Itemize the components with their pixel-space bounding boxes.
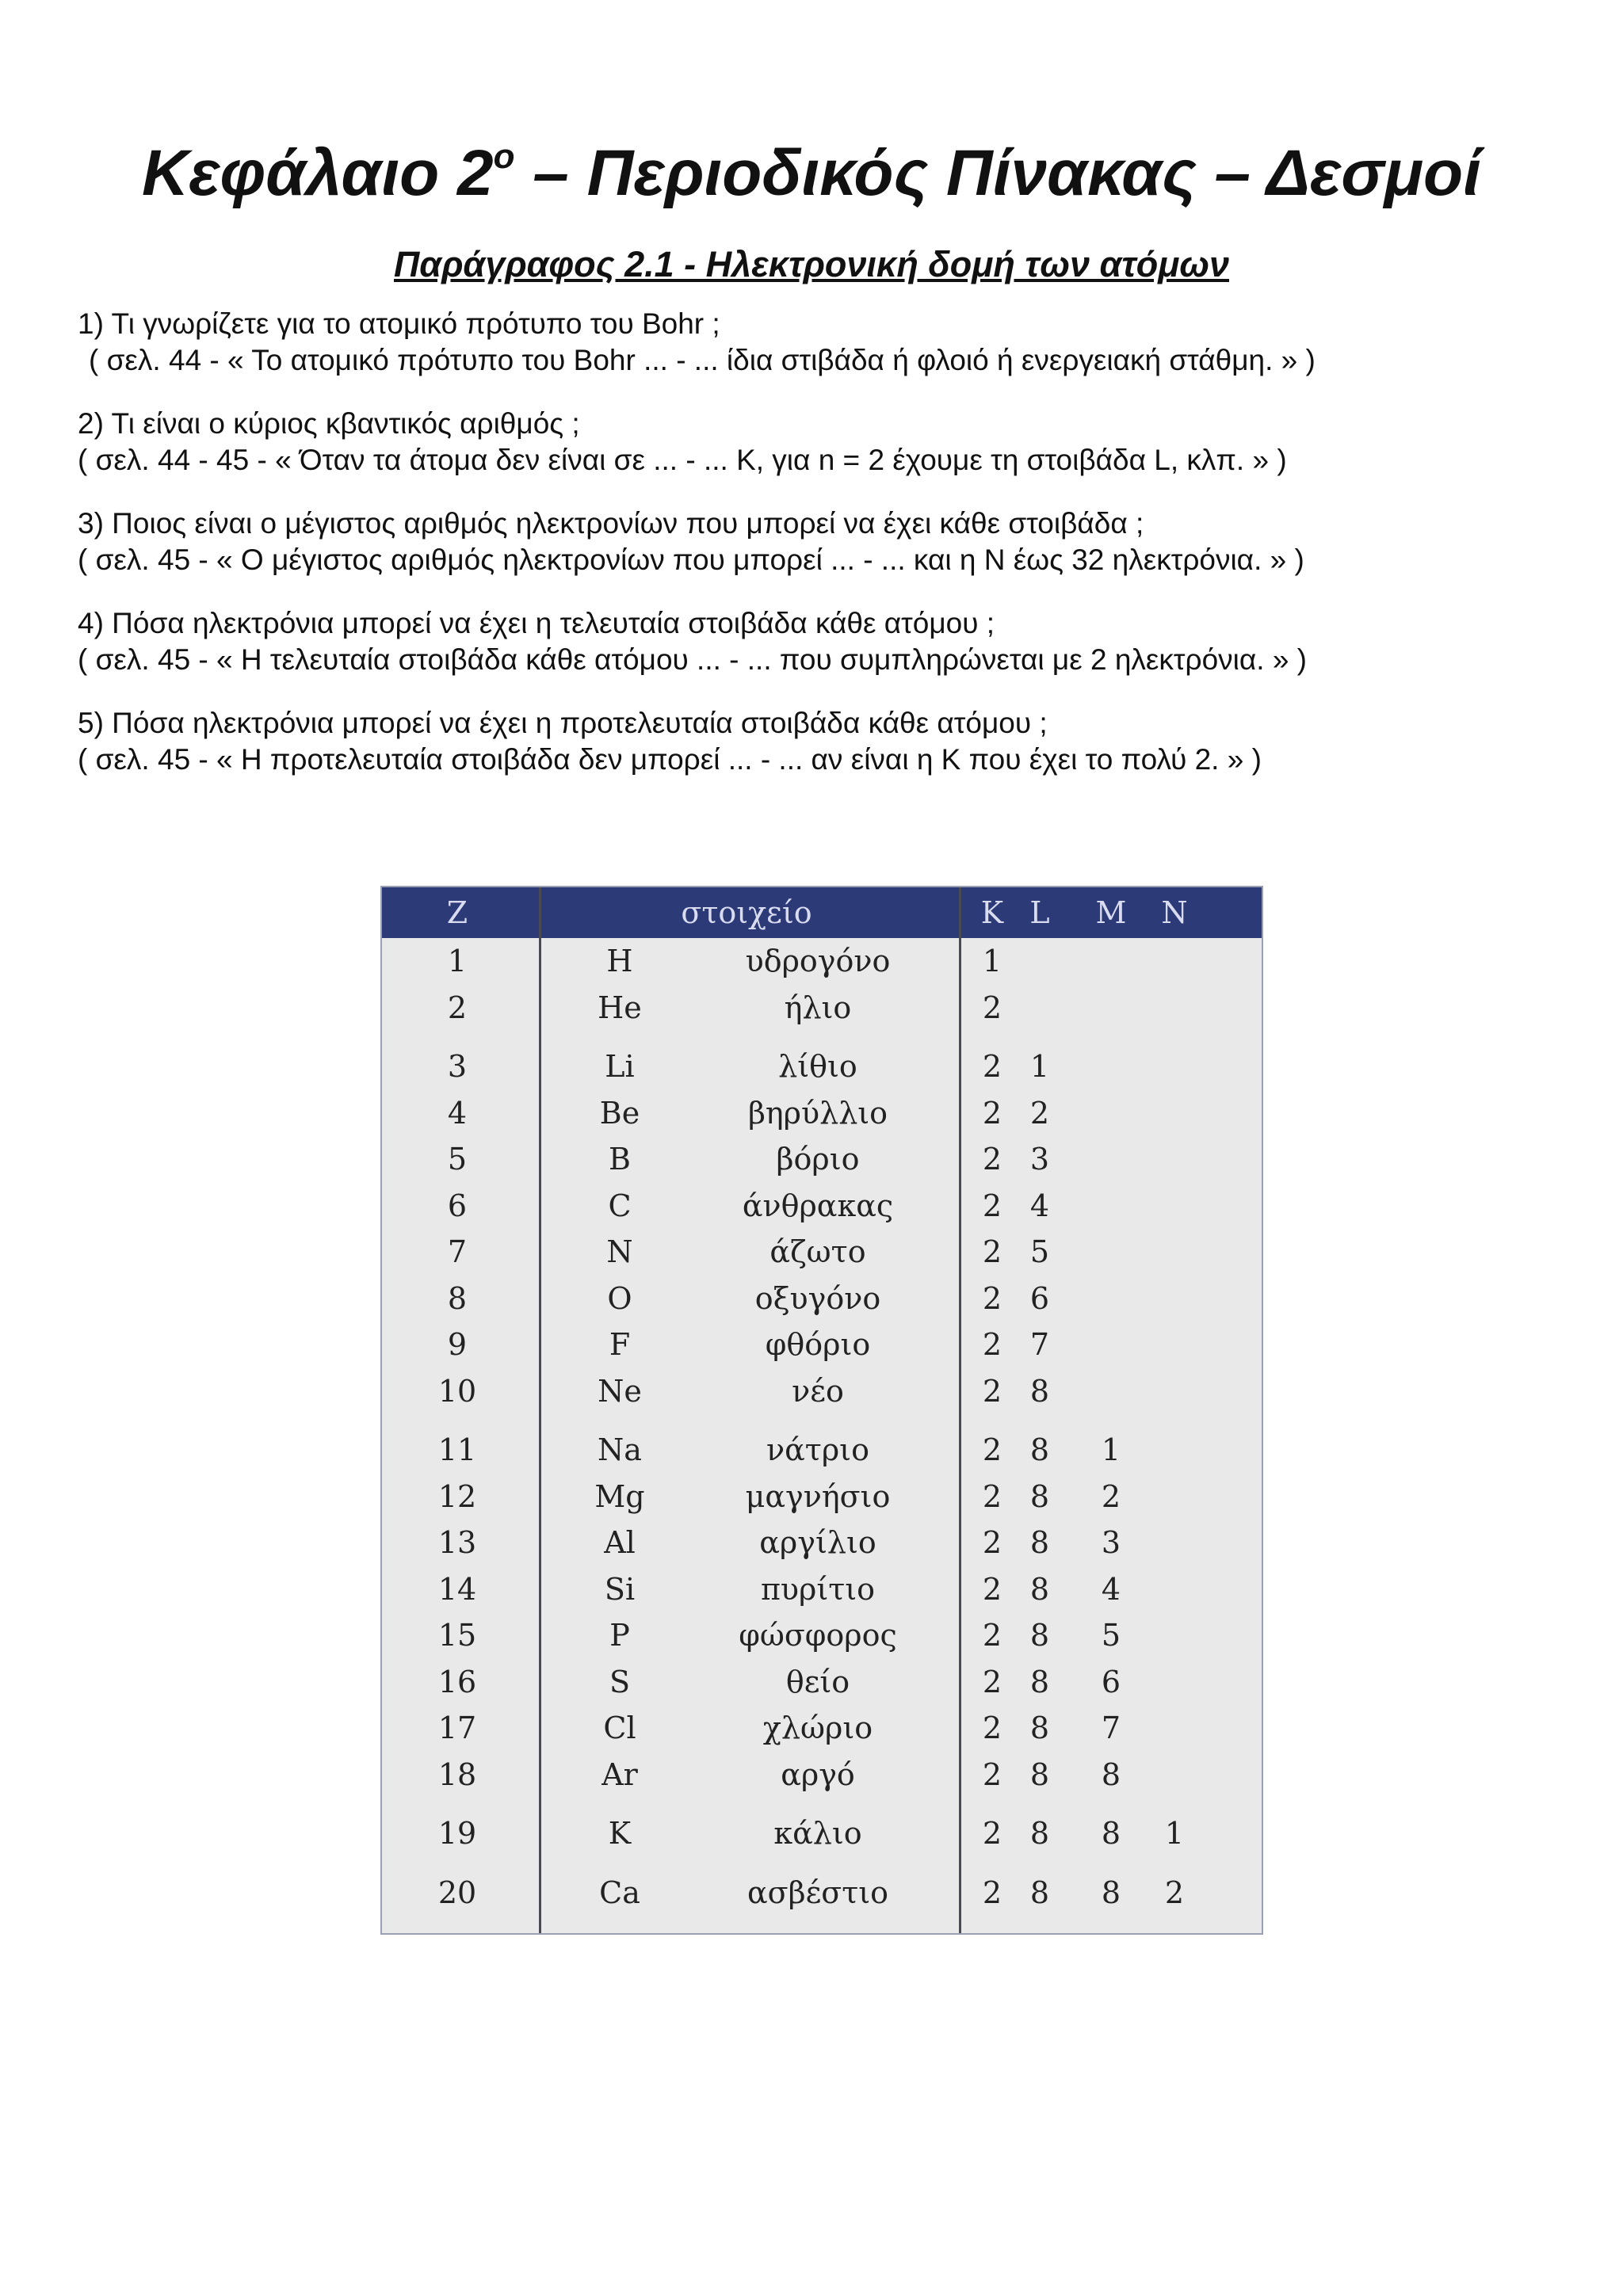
element-name: νάτριο [766, 1432, 869, 1467]
atomic-number: 19 [437, 1816, 477, 1851]
shell-l: 8 [1029, 1373, 1050, 1409]
question-1 [78, 306, 1568, 379]
element-name: άνθρακας [742, 1188, 894, 1223]
shell-l: 8 [1029, 1432, 1050, 1467]
question-5 [78, 705, 1568, 778]
table-header [382, 887, 1262, 938]
element-symbol: H [606, 944, 633, 978]
element-symbol: O [607, 1280, 632, 1316]
section-subtitle: Παράγραφος 2.1 - Ηλεκτρονική δομή των ατόμων [393, 244, 1229, 284]
shell-k: 1 [982, 944, 1002, 978]
shell-k: 2 [982, 1875, 1002, 1910]
question-reference: ( σελ. 44 - « Το ατομικό πρότυπο του Bohr ... - ... ίδια στιβάδα ή φλοιό ή ενεργειακή στάθμη. » ) [89, 344, 1316, 376]
shell-k: 2 [982, 1664, 1002, 1699]
atomic-number: 13 [437, 1525, 477, 1560]
table-row [382, 1612, 1262, 1659]
atomic-number: 15 [437, 1618, 477, 1653]
shell-l: 4 [1029, 1188, 1050, 1223]
shell-l: 6 [1029, 1280, 1050, 1316]
element-name: φθόριο [765, 1327, 871, 1362]
atomic-number: 7 [447, 1234, 468, 1269]
shell-k: 2 [982, 1816, 1002, 1851]
shell-k: 2 [982, 1188, 1002, 1223]
header-k: K [980, 895, 1004, 930]
header-z: Z [446, 895, 468, 930]
table-row [382, 938, 1262, 985]
element-name: νέο [792, 1373, 844, 1409]
shell-m: 2 [1101, 1478, 1121, 1514]
atomic-number: 14 [437, 1571, 477, 1607]
table-row [382, 1870, 1262, 1917]
element-name: χλώριο [762, 1711, 873, 1745]
shell-k: 2 [982, 1327, 1002, 1362]
table-row [382, 1136, 1262, 1183]
table-row [382, 1752, 1262, 1798]
table-row [382, 985, 1262, 1032]
element-name: μαγνήσιο [745, 1478, 891, 1514]
element-name: οξυγόνο [754, 1280, 881, 1316]
table-row [382, 1322, 1262, 1368]
title-superscript: ο [493, 137, 515, 176]
header-element: στοιχείο [681, 895, 812, 930]
shell-l: 8 [1029, 1711, 1050, 1745]
element-symbol: Al [604, 1525, 636, 1560]
shell-l: 7 [1029, 1327, 1050, 1362]
question-reference: ( σελ. 45 - « Ο μέγιστος αριθμός ηλεκτρονίων που μπορεί ... - ... και η N έως 32 ηλεκτρόνια. » ) [78, 543, 1304, 576]
element-symbol: Mg [594, 1478, 645, 1514]
atomic-number: 10 [437, 1373, 477, 1409]
element-name: ασβέστιο [747, 1875, 888, 1910]
shell-m: 3 [1101, 1525, 1121, 1560]
table-row [382, 1090, 1262, 1137]
question-text: 1) Τι γνωρίζετε για το ατομικό πρότυπο του Bohr ; [78, 307, 720, 340]
element-name: άζωτο [769, 1234, 866, 1269]
table-row [382, 1183, 1262, 1230]
shell-m: 8 [1101, 1875, 1121, 1910]
question-text: 4) Πόσα ηλεκτρόνια μπορεί να έχει η τελευταία στοιβάδα κάθε ατόμου ; [78, 607, 995, 639]
shell-l: 1 [1029, 1049, 1050, 1084]
element-symbol: K [608, 1816, 632, 1851]
question-4 [78, 605, 1568, 678]
element-name: φώσφορος [739, 1618, 897, 1653]
shell-l: 8 [1029, 1875, 1050, 1910]
shell-k: 2 [982, 1142, 1002, 1177]
table-row [382, 1229, 1262, 1276]
element-name: θείο [785, 1664, 850, 1699]
table-row [382, 1705, 1262, 1752]
question-reference: ( σελ. 45 - « Η τελευταία στοιβάδα κάθε ατόμου ... - ... που συμπληρώνεται με 2 ηλεκτρόνια. » ) [78, 643, 1308, 676]
title-rest: – Περιοδικός Πίνακας – Δεσμοί [514, 137, 1481, 209]
atomic-number: 20 [437, 1875, 477, 1910]
shell-l: 8 [1029, 1525, 1050, 1560]
shell-l: 8 [1029, 1478, 1050, 1514]
atomic-number: 1 [447, 944, 468, 978]
element-symbol: S [609, 1664, 631, 1699]
table-row [382, 1043, 1262, 1090]
question-3 [78, 505, 1568, 578]
shell-m: 4 [1101, 1571, 1121, 1607]
element-symbol: Si [604, 1571, 636, 1607]
atomic-number: 9 [447, 1327, 468, 1362]
shell-k: 2 [982, 1432, 1002, 1467]
shell-k: 2 [982, 1711, 1002, 1745]
header-m: M [1095, 895, 1127, 930]
element-symbol: Be [599, 1095, 640, 1131]
shell-l: 8 [1029, 1571, 1050, 1607]
shell-n: 2 [1164, 1875, 1185, 1910]
atomic-number: 11 [437, 1432, 477, 1467]
shell-m: 7 [1101, 1711, 1121, 1745]
shell-l: 3 [1029, 1142, 1050, 1177]
element-symbol: F [609, 1327, 631, 1362]
element-symbol: He [598, 990, 642, 1025]
element-symbol: Ar [601, 1756, 638, 1792]
question-text: 5) Πόσα ηλεκτρόνια μπορεί να έχει η προτελευταία στοιβάδα κάθε ατόμου ; [78, 707, 1048, 739]
question-text: 3) Ποιος είναι ο μέγιστος αριθμός ηλεκτρονίων που μπορεί να έχει κάθε στοιβάδα ; [78, 507, 1144, 540]
element-symbol: P [609, 1618, 630, 1653]
question-2 [78, 406, 1568, 479]
atomic-number: 17 [437, 1711, 477, 1745]
shell-l: 8 [1029, 1816, 1050, 1851]
page-title [0, 119, 1623, 212]
shell-k: 2 [982, 1571, 1002, 1607]
shell-k: 2 [982, 1756, 1002, 1792]
shell-k: 2 [982, 1234, 1002, 1269]
table-row [382, 1566, 1262, 1613]
element-name: κάλιο [773, 1816, 862, 1851]
element-symbol: Ca [599, 1875, 640, 1910]
shell-k: 2 [982, 1478, 1002, 1514]
element-symbol: B [609, 1142, 631, 1177]
shell-k: 2 [982, 990, 1002, 1025]
table-body [382, 938, 1262, 1916]
header-l: L [1029, 895, 1050, 930]
shell-l: 5 [1029, 1234, 1050, 1269]
atomic-number: 18 [437, 1756, 477, 1792]
table-row [382, 1659, 1262, 1706]
electron-configuration-table [380, 886, 1263, 1935]
element-symbol: Ne [598, 1373, 642, 1409]
atomic-number: 3 [447, 1049, 468, 1084]
atomic-number: 4 [447, 1095, 468, 1131]
shell-m: 8 [1101, 1816, 1121, 1851]
element-symbol: Cl [603, 1711, 636, 1745]
questions-list [78, 306, 1568, 805]
element-name: ήλιο [784, 990, 852, 1025]
question-reference: ( σελ. 45 - « Η προτελευταία στοιβάδα δεν μπορεί ... - ... αν είναι η K που έχει το πολύ 2. » ) [78, 743, 1262, 776]
element-name: βόριο [776, 1142, 860, 1177]
atomic-number: 16 [437, 1664, 477, 1699]
shell-k: 2 [982, 1373, 1002, 1409]
table-row [382, 1810, 1262, 1857]
shell-k: 2 [982, 1618, 1002, 1653]
table-row [382, 1368, 1262, 1415]
shell-k: 2 [982, 1525, 1002, 1560]
shell-m: 1 [1101, 1432, 1121, 1467]
shell-n: 1 [1164, 1816, 1185, 1851]
element-name: υδρογόνο [745, 944, 891, 978]
element-name: βηρύλλιο [747, 1095, 888, 1131]
shell-l: 8 [1029, 1756, 1050, 1792]
element-symbol: C [608, 1188, 632, 1223]
element-symbol: N [606, 1234, 633, 1269]
table-row [382, 1520, 1262, 1566]
atomic-number: 6 [447, 1188, 468, 1223]
table-row [382, 1276, 1262, 1322]
header-n: N [1161, 895, 1188, 930]
shell-m: 8 [1101, 1756, 1121, 1792]
element-symbol: Li [605, 1049, 635, 1084]
atomic-number: 12 [437, 1478, 477, 1514]
atomic-number: 5 [447, 1142, 468, 1177]
element-name: λίθιο [778, 1049, 857, 1084]
shell-l: 2 [1029, 1095, 1050, 1131]
shell-k: 2 [982, 1049, 1002, 1084]
shell-k: 2 [982, 1095, 1002, 1131]
table-row [382, 1427, 1262, 1474]
question-reference: ( σελ. 44 - 45 - « Όταν τα άτομα δεν είναι σε ... - ... K, για n = 2 έχουμε τη στοιβάδα L, κλπ. » ) [78, 444, 1287, 476]
shell-k: 2 [982, 1280, 1002, 1316]
atomic-number: 2 [447, 990, 468, 1025]
question-text: 2) Τι είναι ο κύριος κβαντικός αριθμός ; [78, 407, 580, 440]
shell-l: 8 [1029, 1618, 1050, 1653]
atomic-number: 8 [447, 1280, 468, 1316]
element-name: πυρίτιο [760, 1571, 876, 1607]
element-symbol: Na [598, 1432, 642, 1467]
element-name: αργό [781, 1756, 855, 1792]
title-main: Κεφάλαιο 2 [142, 137, 494, 209]
table-row [382, 1474, 1262, 1520]
shell-l: 8 [1029, 1664, 1050, 1699]
element-name: αργίλιο [759, 1525, 876, 1560]
shell-m: 5 [1101, 1618, 1121, 1653]
shell-m: 6 [1101, 1664, 1121, 1699]
